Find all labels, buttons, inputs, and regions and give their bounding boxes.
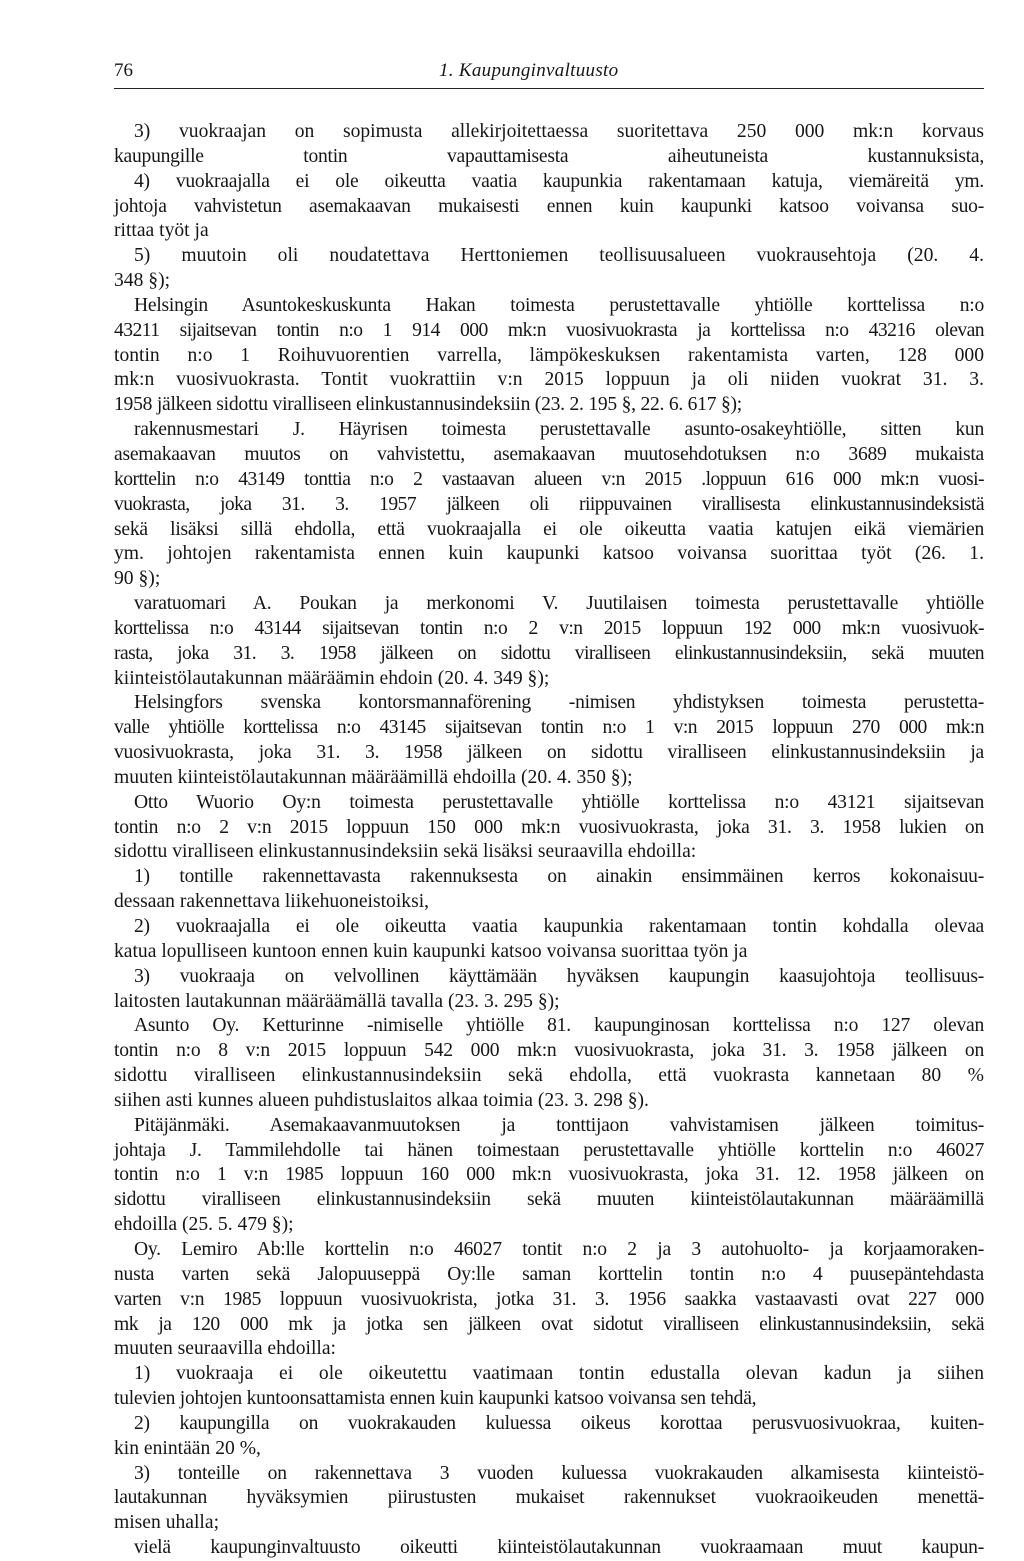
text-line: 43211 sijaitsevan tontin n:o 1 914 000 mk:n vuosivuokrasta ja korttelissa n:o 43216 olevan xyxy=(114,319,984,341)
text-line: rakennusmestari J. Häyrisen toimesta perustettavalle asunto-osakeyhtiölle, sitten kun xyxy=(134,419,984,441)
text-line: 4) vuokraajalla ei ole oikeutta vaatia kaupunkia rakentamaan katuja, viemäreitä ym. xyxy=(134,170,984,192)
text-line: johtoja vahvistetun asemakaavan mukaisesti ennen kuin kaupunki katsoo voivansa suo- xyxy=(114,195,984,217)
text-line: Oy. Lemiro Ab:lle korttelin n:o 46027 tontit n:o 2 ja 3 autohuolto- ja korjaamoraken- xyxy=(134,1238,984,1260)
text-line: 3) vuokraaja on velvollinen käyttämään hyväksen kaupungin kaasujohtoja teollisuus- xyxy=(134,965,984,987)
text-line: rittaa työt ja xyxy=(114,220,209,242)
text-line: 2) vuokraajalla ei ole oikeutta vaatia kaupunkia rakentamaan tontin kohdalla olevaa xyxy=(134,916,984,937)
text-line: 2) kaupungilla on vuokrakauden kuluessa oikeus korottaa perusvuosivuokraa, kuiten- xyxy=(134,1412,984,1434)
text-line: siihen asti kunnes alueen puhdistuslaitos alkaa toimia (23. 3. 298 §). xyxy=(114,1089,649,1111)
text-line: kiinteistölautakunnan määräämin ehdoin (20. 4. 349 §); xyxy=(114,667,550,689)
text-line: sekä lisäksi sillä ehdolla, että vuokraajalla ei ole oikeutta vaatia katujen eikä viemärien xyxy=(114,518,984,540)
text-line: ym. johtojen rakentamista ennen kuin kaupunki katsoo voivansa suorittaa työt (26. 1. xyxy=(114,543,984,565)
text-line: vuosivuokrasta, joka 31. 3. 1958 jälkeen on sidottu viralliseen elinkustannusindeksiin ja xyxy=(114,742,984,764)
text-line: muuten seuraavilla ehdoilla: xyxy=(114,1338,336,1360)
text-line: kaupungille tontin vapauttamisesta aiheutuneista kustannuksista, xyxy=(114,145,984,167)
text-line: 1958 jälkeen sidottu viralliseen elinkustannusindeksiin (23. 2. 195 §, 22. 6. 617 §); xyxy=(114,394,742,416)
text-line: Otto Wuorio Oy:n toimesta perustettavalle yhtiölle korttelissa n:o 43121 sijaitsevan xyxy=(134,791,984,813)
text-line: nusta varten sekä Jalopuuseppä Oy:lle saman korttelin tontin n:o 4 puusepäntehdasta xyxy=(114,1263,984,1285)
text-line: ehdoilla (25. 5. 479 §); xyxy=(114,1214,294,1236)
text-line: asemakaavan muutos on vahvistettu, asemakaavan muutosehdotuksen n:o 3689 mukaista xyxy=(114,443,984,465)
text-line: 90 §); xyxy=(114,568,161,590)
text-line: varatuomari A. Poukan ja merkonomi V. Juutilaisen toimesta perustettavalle yhtiölle xyxy=(134,593,984,615)
text-line: laitosten lautakunnan määräämällä tavalla (23. 3. 295 §); xyxy=(114,990,560,1012)
text-line: tontin n:o 1 v:n 1985 loppuun 160 000 mk:n vuosivuokrasta, joka 31. 12. 1958 jälkeen on xyxy=(114,1164,984,1186)
running-header xyxy=(114,60,984,89)
text-line: Pitäjänmäki. Asemakaavanmuutoksen ja tonttijaon vahvistamisen jälkeen toimitus- xyxy=(134,1114,984,1136)
text-line: valle yhtiölle korttelissa n:o 43145 sijaitsevan tontin n:o 1 v:n 2015 loppuun 270 000 mk:n xyxy=(114,717,984,739)
text-line: 5) muutoin oli noudatettava Herttoniemen teollisuusalueen vuokrausehtoja (20. 4. xyxy=(134,245,984,267)
text-line: 1) vuokraaja ei ole oikeutettu vaatimaan tontin edustalla olevan kadun ja siihen xyxy=(134,1363,984,1385)
text-line: mk ja 120 000 mk ja jotka sen jälkeen ovat sidotut viralliseen elinkustannusindeksiin, sekä xyxy=(114,1313,984,1335)
text-line: sidottu viralliseen elinkustannusindeksiin sekä lisäksi seuraavilla ehdoilla: xyxy=(114,841,697,863)
text-line: mk:n vuosivuokrasta. Tontit vuokrattiin v:n 2015 loppuun ja oli niiden vuokrat 31. 3. xyxy=(114,369,984,391)
text-line: 1) tontille rakennettavasta rakennuksesta on ainakin ensimmäinen kerros kokonaisuu- xyxy=(134,866,984,888)
text-line: vuokrasta, joka 31. 3. 1957 jälkeen oli riippuvainen virallisesta elinkustannusindeksistä xyxy=(114,493,984,515)
text-line: sidottu viralliseen elinkustannusindeksiin sekä ehdolla, että vuokrasta kannetaan 80 % xyxy=(114,1065,984,1087)
text-line: Asunto Oy. Ketturinne -nimiselle yhtiölle 81. kaupunginosan korttelissa n:o 127 olevan xyxy=(134,1015,984,1037)
page-number: 76 xyxy=(114,60,133,81)
text-line: korttelin n:o 43149 tonttia n:o 2 vastaavan alueen v:n 2015 .loppuun 616 000 mk:n vuosi- xyxy=(114,468,984,490)
text-line: lautakunnan hyväksymien piirustusten mukaiset rakennukset vuokraoikeuden menettä- xyxy=(114,1487,984,1509)
text-line: johtaja J. Tammilehdolle tai hänen toimestaan perustettavalle yhtiölle korttelin n:o 46027 xyxy=(114,1139,984,1161)
body-text xyxy=(114,120,984,1561)
text-line: varten v:n 1985 loppuun vuosivuokrista, jotka 31. 3. 1956 saakka vastaavasti ovat 227 000 xyxy=(114,1288,984,1310)
text-line: tontin n:o 1 Roihuvuorentien varrella, lämpökeskuksen rakentamista varten, 128 000 xyxy=(114,344,984,366)
text-line: tulevien johtojen kuntoonsattamista ennen kuin kaupunki katsoo voivansa sen tehdä, xyxy=(114,1388,757,1410)
text-line: 348 §); xyxy=(114,270,171,292)
text-line: kin enintään 20 %, xyxy=(114,1437,261,1459)
text-line: tontin n:o 2 v:n 2015 loppuun 150 000 mk:n vuosivuokrasta, joka 31. 3. 1958 lukien on xyxy=(114,816,984,838)
text-line: misen uhalla; xyxy=(114,1512,220,1534)
text-line: muuten kiinteistölautakunnan määräämillä ehdoilla (20. 4. 350 §); xyxy=(114,766,633,788)
text-line: Helsingin Asuntokeskuskunta Hakan toimesta perustettavalle yhtiölle korttelissa n:o xyxy=(134,294,984,316)
text-line: korttelissa n:o 43144 sijaitsevan tontin n:o 2 v:n 2015 loppuun 192 000 mk:n vuosivuok- xyxy=(114,617,984,639)
text-line: katua lopulliseen kuntoon ennen kuin kaupunki katsoo voivansa suorittaa työn ja xyxy=(114,940,748,962)
text-line: vielä kaupunginvaltuusto oikeutti kiinteistölautakunnan vuokraamaan muut kaupun- xyxy=(134,1537,984,1559)
text-line: tontin n:o 8 v:n 2015 loppuun 542 000 mk:n vuosivuokrasta, joka 31. 3. 1958 jälkeen on xyxy=(114,1040,984,1062)
text-line: sidottu viralliseen elinkustannusindeksiin sekä muuten kiinteistölautakunnan määräämillä xyxy=(114,1189,984,1211)
text-line: 3) vuokraajan on sopimusta allekirjoitettaessa suoritettava 250 000 mk:n korvaus xyxy=(134,121,984,142)
text-line: dessaan rakennettava liikehuoneistoiksi, xyxy=(114,891,430,913)
text-line: Helsingfors svenska kontorsmannaförening -nimisen yhdistyksen toimesta perustetta- xyxy=(134,692,984,714)
section-title: 1. Kaupunginvaltuusto xyxy=(439,60,619,81)
text-line: rasta, joka 31. 3. 1958 jälkeen on sidottu viralliseen elinkustannusindeksiin, sekä muuten xyxy=(114,642,984,664)
text-line: 3) tonteille on rakennettava 3 vuoden kuluessa vuokrakauden alkamisesta kiinteistö- xyxy=(134,1462,984,1484)
